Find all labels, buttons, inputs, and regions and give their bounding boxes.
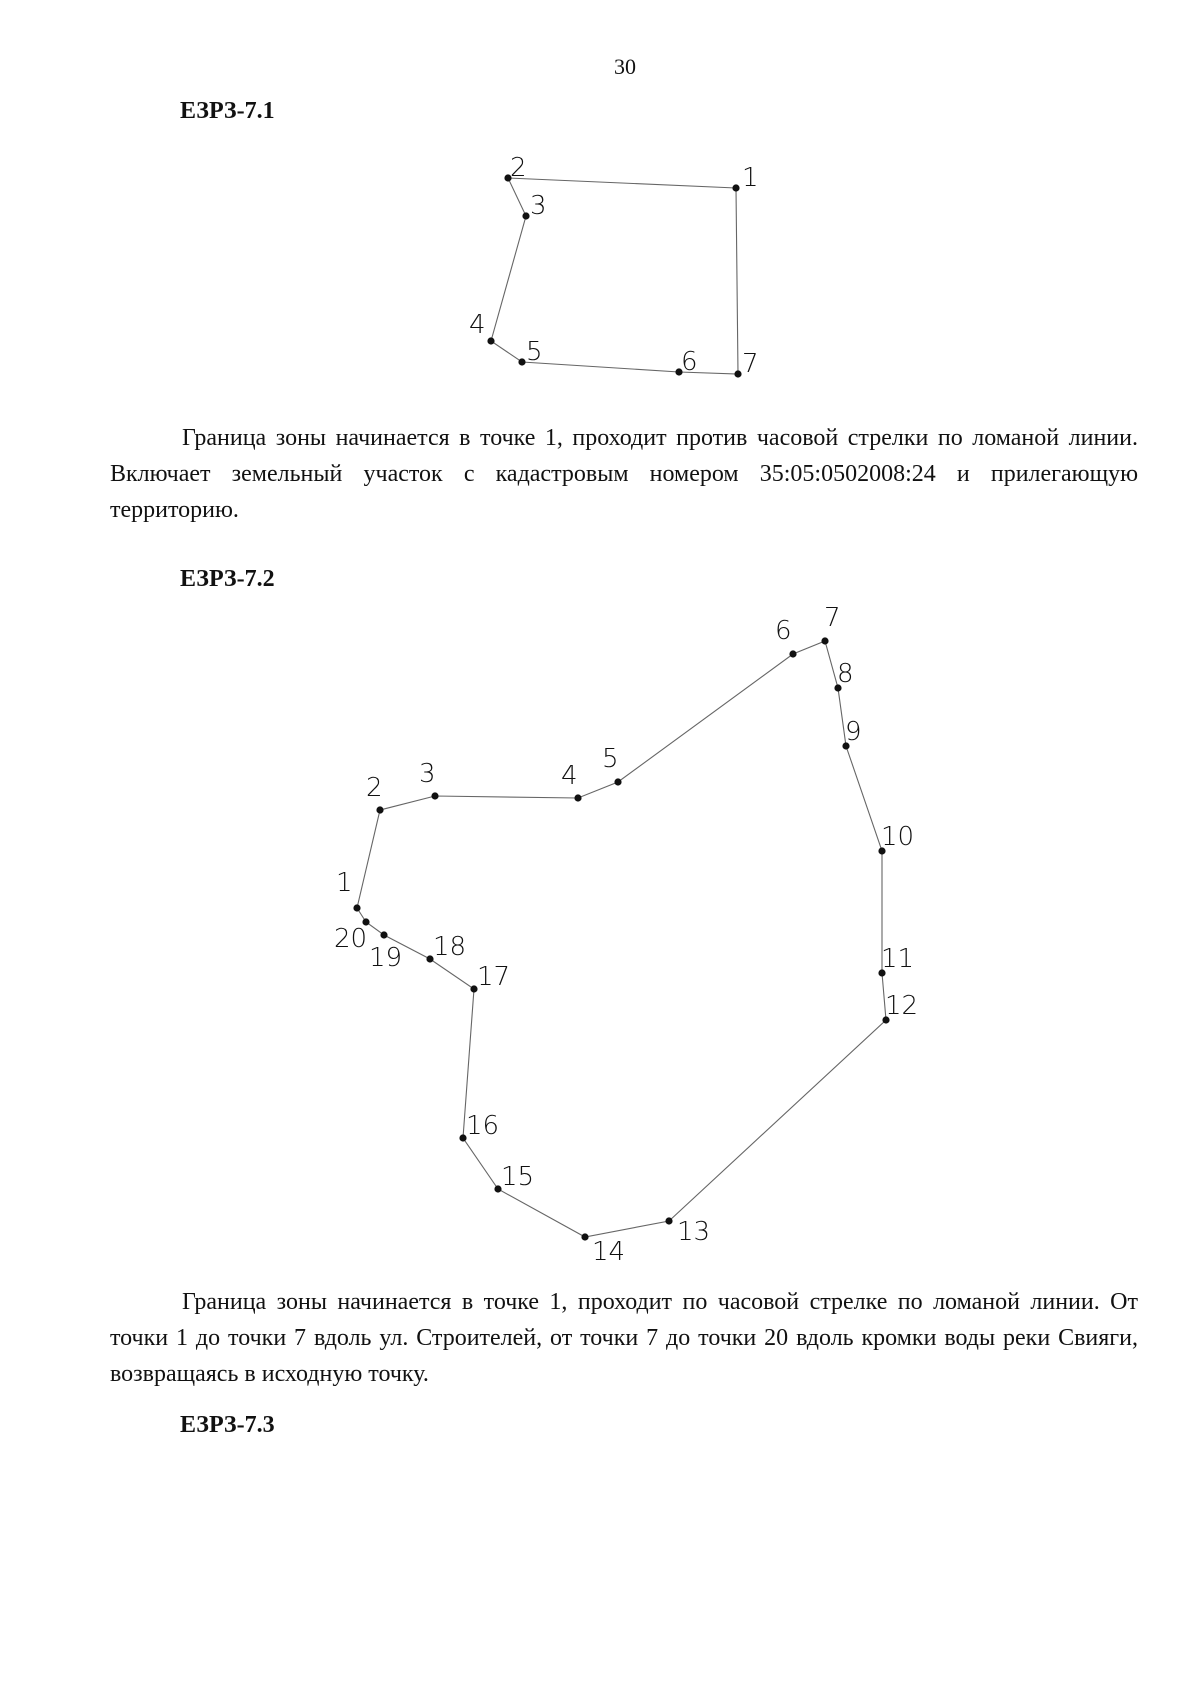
boundary-point-label-15: 15 <box>501 1162 535 1192</box>
boundary-point-label-18: 18 <box>433 932 467 962</box>
boundary-point-label-2: 2 <box>366 773 383 803</box>
boundary-diagram-7-2 <box>334 603 918 1267</box>
boundary-point-2 <box>376 806 383 813</box>
boundary-point-label-7: 7 <box>742 349 759 379</box>
boundary-point-5 <box>518 358 525 365</box>
boundary-point-label-19: 19 <box>369 943 403 973</box>
boundary-point-label-5: 5 <box>602 744 619 774</box>
boundary-point-3 <box>431 792 438 799</box>
boundary-point-7 <box>821 637 828 644</box>
boundary-point-label-17: 17 <box>477 962 511 992</box>
boundary-point-label-4: 4 <box>469 310 486 340</box>
boundary-point-label-5: 5 <box>526 337 543 367</box>
section-heading-7-1: ЕЗРЗ-7.1 <box>180 98 275 124</box>
boundary-point-label-7: 7 <box>824 603 841 633</box>
boundary-point-label-1: 1 <box>742 163 759 193</box>
boundary-point-19 <box>380 931 387 938</box>
boundary-point-label-9: 9 <box>845 717 862 747</box>
boundary-point-label-4: 4 <box>561 761 578 791</box>
page-number: 30 <box>614 54 636 79</box>
boundary-point-1 <box>353 904 360 911</box>
section-text-7-1-content: Граница зоны начинается в точке 1, проходит против часовой стрелки по ломаной линии. Включает земельный участок с кадастровым номером 35:05:0502008:24 и прилегающую территорию. <box>110 425 1138 523</box>
boundary-point-label-3: 3 <box>419 759 436 789</box>
boundary-point-1 <box>732 184 739 191</box>
boundary-point-6 <box>789 650 796 657</box>
boundary-point-5 <box>614 778 621 785</box>
boundary-point-label-2: 2 <box>510 153 527 183</box>
boundary-point-label-3: 3 <box>530 191 547 221</box>
boundary-point-label-13: 13 <box>677 1217 711 1247</box>
boundary-point-label-12: 12 <box>885 991 919 1021</box>
boundary-point-label-1: 1 <box>336 868 353 898</box>
boundary-point-3 <box>522 212 529 219</box>
boundary-point-label-8: 8 <box>837 659 854 689</box>
section-heading-7-3: ЕЗРЗ-7.3 <box>180 1412 275 1438</box>
boundary-point-label-6: 6 <box>775 616 792 646</box>
boundary-point-label-16: 16 <box>466 1111 500 1141</box>
boundary-point-label-10: 10 <box>881 822 915 852</box>
boundary-point-14 <box>581 1233 588 1240</box>
boundary-point-label-20: 20 <box>334 924 368 954</box>
section-text-7-2-content: Граница зоны начинается в точке 1, проходит по часовой стрелке по ломаной линии. От точки 1 до точки 7 вдоль ул. Строителей, от точки 7 до точки 20 вдоль кромки воды реки Свияги, возвращаясь в исходную точку. <box>110 1289 1138 1387</box>
boundary-point-4 <box>574 794 581 801</box>
boundary-diagram-7-1 <box>469 153 759 379</box>
boundary-point-7 <box>734 370 741 377</box>
boundary-point-4 <box>487 337 494 344</box>
boundary-point-label-11: 11 <box>881 944 915 974</box>
boundary-point-label-6: 6 <box>681 347 698 377</box>
section-heading-7-2: ЕЗРЗ-7.2 <box>180 566 275 592</box>
boundary-point-13 <box>665 1217 672 1224</box>
boundary-point-label-14: 14 <box>592 1237 626 1267</box>
